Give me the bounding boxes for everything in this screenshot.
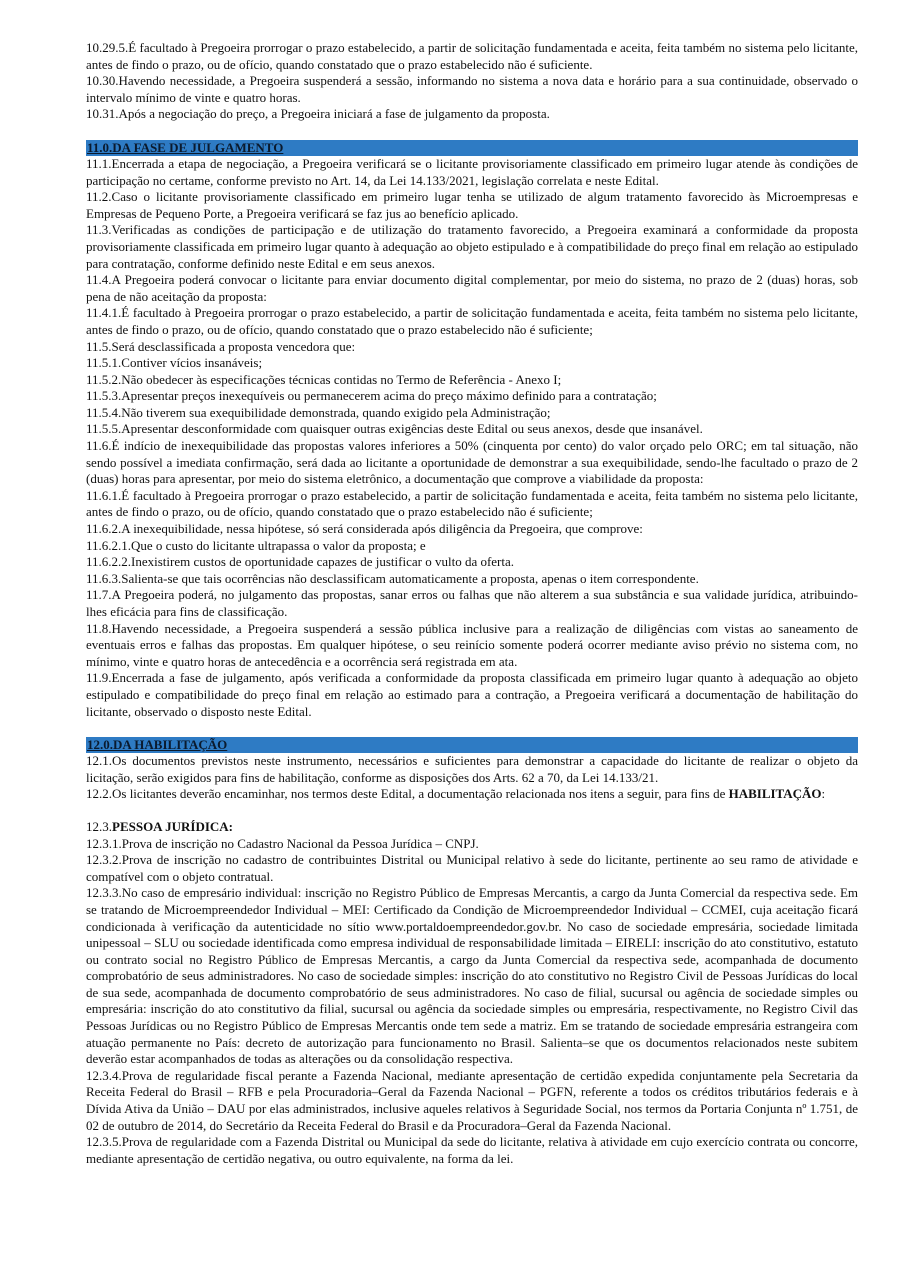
paragraph-12-3-2: 12.3.2.Prova de inscrição no cadastro de contribuintes Distrital ou Municipal relativo à sede do licitante, pertinente ao seu ramo de atividade e compatível com o objeto contratual. [86, 852, 858, 884]
paragraph-11-6-2-2: 11.6.2.2.Inexistirem custos de oportunidade capazes de justificar o vulto da oferta. [86, 554, 515, 570]
paragraph-12-2-end: : [821, 786, 826, 802]
paragraph-12-3-3: 12.3.3.No caso de empresário individual: inscrição no Registro Público de Empresas Mercantis, a cargo da Junta Comercial da respectiva sede. Em se tratando de Microempreendedor Individual – MEI: Certificado da Condição de Microempreendedor Individual – CCMEI, cuja aceitação ficará condicionada à verificação da autenticidade no sítio www.portaldoempreendedor.gov.br. No caso de sociedade empresária, sociedade limitada unipessoal – SLU ou sociedade identificada como empresa individual de responsabilidade limitada – EIRELI: inscrição do ato constitutivo, estatuto ou contrato social no Registro Público de Empresas Mercantis, a cargo da Junta Comercial da respectiva sede, acompanhada de documento comprobatório de seus administradores. No caso de sociedade simples: inscrição do ato constitutivo no Registro Civil de Pessoas Jurídicas do local de sua sede, acompanhada de documento comprobatório de seus administradores. No caso de filial, sucursal ou agência de sociedade simples ou empresária: inscrição do ato constitutivo da filial, sucursal ou agência da sociedade simples ou empresária, respectivamente, no Registro Civil das Pessoas Jurídicas ou no Registro Público de Empresas Mercantis onde tem sede a matriz. Em se tratando de sociedade empresária estrangeira com atuação permanente no País: decreto de autorização para funcionamento no Brasil. Salienta–se que os documentos relacionados neste subitem deverão estar acompanhados de todas as alterações ou da consolidação respectiva. [86, 885, 858, 1067]
paragraph-11-5-5: 11.5.5.Apresentar desconformidade com quaisquer outras exigências deste Edital ou seus anexos, desde que insanável. [86, 421, 703, 437]
paragraph-12-3-5: 12.3.5.Prova de regularidade com a Fazenda Distrital ou Municipal da sede do licitante, relativa à atividade em cujo exercício contrata ou concorre, mediante apresentação de certidão negativa, ou outro equivalente, na forma da lei. [86, 1134, 858, 1166]
paragraph-11-7: 11.7.A Pregoeira poderá, no julgamento das propostas, sanar erros ou falhas que não alterem a sua substância e sua validade jurídica, atribuindo-lhes eficácia para fins de classificação. [86, 587, 858, 619]
paragraph-11-5: 11.5.Será desclassificada a proposta vencedora que: [86, 338, 356, 354]
paragraph-11-6: 11.6.É indício de inexequibilidade das propostas valores inferiores a 50% (cinquenta por cento) do valor orçado pelo ORC; em tal situação, não sendo possível a imediata confirmação, será dada ao licitante a oportunidade de demonstrar a sua exequibilidade, sendo-lhe facultado o prazo de 2 (duas) horas para apresentar, por meio do sistema eletrônico, a documentação que comprove a viabilidade da proposta: [86, 438, 858, 487]
paragraph-11-5-4: 11.5.4.Não tiverem sua exequibilidade demonstrada, quando exigido pela Administração; [86, 404, 551, 420]
paragraph-10-29-5: 10.29.5.É facultado à Pregoeira prorrogar o prazo estabelecido, a partir de solicitação fundamentada e aceita, feita também no sistema pelo licitante, antes de findo o prazo, ou de ofício, quando constatado que o prazo estabelecido não é suficiente. [86, 40, 858, 72]
spacer [86, 803, 858, 819]
paragraph-11-6-1: 11.6.1.É facultado à Pregoeira prorrogar o prazo estabelecido, a partir de solicitação fundamentada e aceita, feita também no sistema pelo licitante, antes de findo o prazo, ou de ofício, quando constatado que o prazo estabelecido não é suficiente; [86, 487, 858, 520]
habilitacao-bold: HABILITAÇÃO [728, 786, 822, 802]
section-heading-julgamento: 11.0.DA FASE DE JULGAMENTO [86, 140, 858, 156]
paragraph-11-3: 11.3.Verificadas as condições de participação e de utilização do tratamento favorecido, a Pregoeira examinará a conformidade da proposta provisoriamente classificada em primeiro lugar quanto à adequação ao objeto estipulado e à compatibilidade do preço final em relação ao estipulado para contratação, conforme definido neste Edital e em seus anexos. [86, 222, 858, 271]
paragraph-11-4: 11.4.A Pregoeira poderá convocar o licitante para enviar documento digital complementar, por meio do sistema, no prazo de 2 (duas) horas, sob pena de não aceitação da proposta: [86, 272, 858, 304]
paragraph-11-5-1: 11.5.1.Contiver vícios insanáveis; [86, 355, 263, 371]
paragraph-11-6-3: 11.6.3.Salienta-se que tais ocorrências não desclassificam automaticamente a proposta, apenas o item correspondente. [86, 570, 699, 586]
paragraph-12-2 [86, 786, 858, 803]
paragraph-11-1: 11.1.Encerrada a etapa de negociação, a Pregoeira verificará se o licitante provisoriamente classificado em primeiro lugar atende às condições de participação no certame, conforme previsto no Art. 14, da Lei 14.133/2021, legislação correlata e neste Edital. [86, 155, 858, 188]
paragraph-12-2-text: 12.2.Os licitantes deverão encaminhar, nos termos deste Edital, a documentação relacionada nos itens a seguir, para fins de [86, 786, 729, 802]
paragraph-11-5-2: 11.5.2.Não obedecer às especificações técnicas contidas no Termo de Referência - Anexo I; [86, 371, 562, 387]
paragraph-11-2: 11.2.Caso o licitante provisoriamente classificado em primeiro lugar tenha se utilizado de algum tratamento favorecido às Microempresas e Empresas de Pequeno Porte, a Pregoeira verificará se faz jus ao benefício aplicado. [86, 189, 858, 221]
paragraph-12-1: 12.1.Os documentos previstos neste instrumento, necessários e suficientes para demonstrar a capacidade do licitante de realizar o objeto da licitação, serão exigidos para fins de habilitação, conforme as disposições dos Arts. 62 a 70, da Lei 14.133/21. [86, 753, 858, 785]
paragraph-12-3-number: 12.3. [86, 818, 112, 834]
paragraph-11-5-3: 11.5.3.Apresentar preços inexequíveis ou permanecerem acima do preço máximo definido para a contratação; [86, 388, 657, 404]
paragraph-11-4-1: 11.4.1.É facultado à Pregoeira prorrogar o prazo estabelecido, a partir de solicitação fundamentada e aceita, feita também no sistema pelo licitante, antes de findo o prazo, ou de ofício, quando constatado que o prazo estabelecido não é suficiente; [86, 305, 858, 337]
paragraph-11-6-2: 11.6.2.A inexequibilidade, nessa hipótese, só será considerada após diligência da Pregoeira, que comprove: [86, 521, 643, 537]
paragraph-12-3-1: 12.3.1.Prova de inscrição no Cadastro Nacional da Pessoa Jurídica – CNPJ. [86, 835, 479, 851]
pessoa-juridica-bold: PESSOA JURÍDICA: [112, 818, 233, 834]
paragraph-12-3-4: 12.3.4.Prova de regularidade fiscal perante a Fazenda Nacional, mediante apresentação de certidão expedida conjuntamente pela Secretaria da Receita Federal do Brasil – RFB e pela Procuradoria–Geral da Fazenda Nacional – PGFN, referente a todos os créditos tributários federais e à Dívida Ativa da União – DAU por elas administrados, inclusive aqueles relativos à Seguridade Social, nos termos da Portaria Conjunta nº 1.751, de 02 de outubro de 2014, do Secretário da Receita Federal do Brasil e da Procuradora–Geral da Fazenda Nacional. [86, 1067, 858, 1133]
paragraph-11-8: 11.8.Havendo necessidade, a Pregoeira suspenderá a sessão pública inclusive para a realização de diligências com vistas ao saneamento de eventuais erros e falhas das propostas. Em qualquer hipótese, o seu reinício somente poderá ocorrer mediante aviso prévio no sistema com, no mínimo, vinte e quatro horas de antecedência e a ocorrência será registrada em ata. [86, 620, 858, 669]
section-heading-habilitacao: 12.0.DA HABILITAÇÃO [86, 737, 858, 753]
document-page [86, 40, 858, 1167]
paragraph-11-9: 11.9.Encerrada a fase de julgamento, após verificada a conformidade da proposta classificada em primeiro lugar quanto à adequação ao objeto estipulado e compatibilidade do preço final em relação ao estimado para a contração, a Pregoeira verificará a documentação de habilitação do licitante, observado o disposto neste Edital. [86, 670, 858, 719]
paragraph-11-6-2-1: 11.6.2.1.Que o custo do licitante ultrapassa o valor da proposta; e [86, 537, 426, 553]
paragraph-10-30: 10.30.Havendo necessidade, a Pregoeira suspenderá a sessão, informando no sistema a nova data e horário para a sua continuidade, observado o intervalo mínimo de vinte e quatro horas. [86, 73, 858, 105]
paragraph-12-3 [86, 819, 858, 836]
paragraph-10-31: 10.31.Após a negociação do preço, a Pregoeira iniciará a fase de julgamento da proposta. [86, 106, 550, 122]
